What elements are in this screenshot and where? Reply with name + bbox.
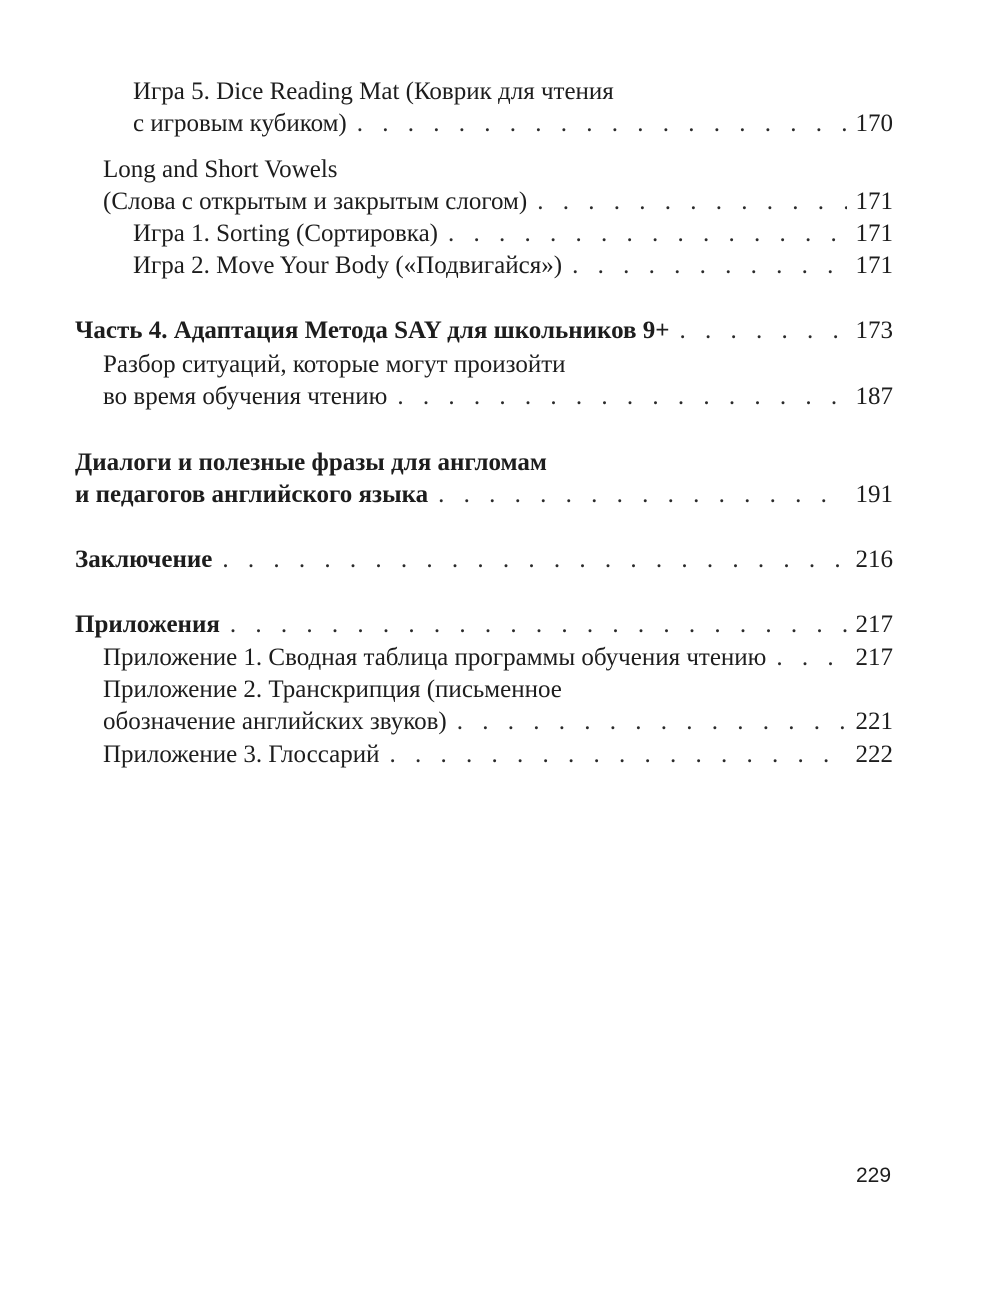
toc-page-number: 216	[855, 546, 893, 573]
toc-page-number: 217	[855, 644, 893, 671]
dot-leader	[438, 479, 847, 511]
toc-entry-game1[interactable]	[133, 218, 893, 250]
toc-entry-text: Заключение	[75, 546, 213, 573]
toc-entry-appendix1[interactable]	[103, 642, 893, 674]
toc-entry-text: Диалоги и полезные фразы для англомам	[75, 449, 547, 476]
toc-entry-text: во время обучения чтению	[103, 383, 388, 410]
toc-entry-text: с игровым кубиком)	[133, 110, 347, 137]
page-number: 229	[856, 1164, 892, 1187]
dot-leader	[389, 739, 847, 771]
toc-entry-long-short-line1	[103, 154, 893, 186]
toc-entry-text: Приложение 1. Сводная таблица программы обучения чтению	[103, 644, 767, 671]
dot-leader	[537, 186, 847, 218]
toc-page-number: 217	[855, 611, 893, 638]
dot-leader	[222, 544, 847, 576]
toc-entry-text: Игра 1. Sorting (Сортировка)	[133, 220, 438, 247]
toc-entry-text: Игра 5. Dice Reading Mat (Коврик для чтения	[133, 78, 614, 105]
toc-entry-text: (Слова с открытым и закрытым слогом)	[103, 188, 528, 215]
dot-leader	[357, 108, 847, 140]
dot-leader	[397, 381, 847, 413]
toc-entry-text: Приложение 3. Глоссарий	[103, 741, 380, 768]
toc-entry-text: Приложение 2. Транскрипция (письменное	[103, 676, 562, 703]
toc-page-number: 221	[855, 708, 893, 735]
toc-entry-situations[interactable]	[103, 381, 893, 413]
toc-entry-game5-line1	[133, 76, 893, 108]
toc-entry-part4[interactable]	[75, 315, 893, 347]
dot-leader	[776, 642, 847, 674]
toc-page-number: 171	[855, 188, 893, 215]
toc-entry-appendix2-line1	[103, 674, 893, 706]
toc-entry-long-short[interactable]	[103, 186, 893, 218]
toc-entry-text: обозначение английских звуков)	[103, 708, 447, 735]
toc-page-number: 191	[855, 481, 893, 508]
toc-page-number: 187	[855, 383, 893, 410]
toc-page-number: 171	[855, 220, 893, 247]
toc-entry-game2[interactable]	[133, 250, 893, 282]
dot-leader	[572, 250, 847, 282]
toc-entry-situations-line1	[103, 349, 893, 381]
toc-entry-conclusion[interactable]	[75, 544, 893, 576]
toc-entry-appendix2[interactable]	[103, 706, 893, 738]
toc-entry-text: Часть 4. Адаптация Метода SAY для школьников 9+	[75, 317, 670, 344]
toc-page-number: 170	[855, 110, 893, 137]
toc-entry-appendix3[interactable]	[103, 739, 893, 771]
dot-leader	[230, 609, 847, 641]
toc-entry-text: и педагогов английского языка	[75, 481, 429, 508]
toc-entry-appendices[interactable]	[75, 609, 893, 641]
toc-page-number: 222	[855, 741, 893, 768]
toc-entry-text: Приложения	[75, 611, 220, 638]
dot-leader	[679, 315, 847, 347]
toc-entry-game5[interactable]	[133, 108, 893, 140]
toc-entry-text: Разбор ситуаций, которые могут произойти	[103, 351, 566, 378]
toc-entry-dialogs[interactable]	[75, 479, 893, 511]
dot-leader	[448, 218, 847, 250]
toc-entry-dialogs-line1	[75, 447, 893, 479]
toc-entry-text: Игра 2. Move Your Body («Подвигайся»)	[133, 252, 563, 279]
dot-leader	[457, 706, 847, 738]
toc-page-number: 173	[855, 317, 893, 344]
toc-page-number: 171	[855, 252, 893, 279]
toc-entry-text: Long and Short Vowels	[103, 156, 338, 183]
